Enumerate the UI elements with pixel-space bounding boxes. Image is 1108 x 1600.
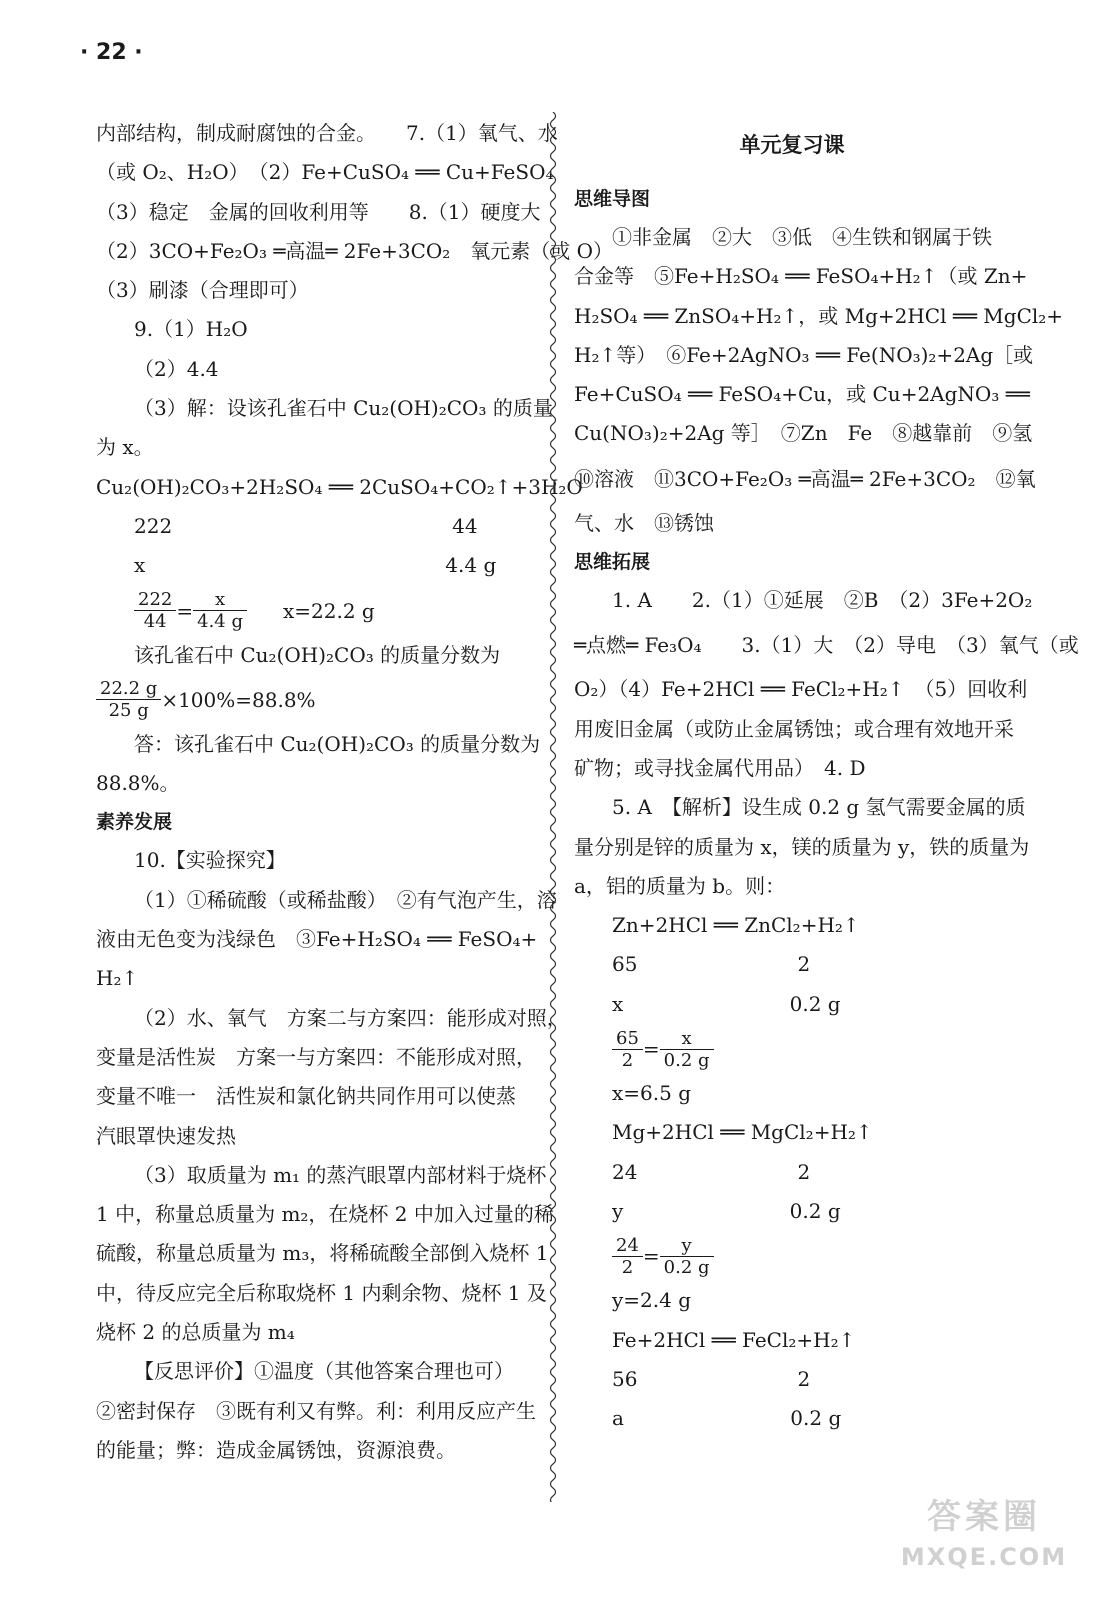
answer-line: 量分别是锌的质量为 x，镁的质量为 y，铁的质量为: [574, 834, 1030, 859]
answer-line: 88.8%。: [96, 771, 180, 796]
fraction: $\frac{65}{2}$: [612, 1028, 643, 1071]
answer-line: 合金等 ⑤Fe+H₂SO₄ ══ FeSO₄+H₂↑（或 Zn+: [574, 264, 1028, 289]
answer-line: 的能量；弊：造成金属锈蚀，资源浪费。: [96, 1437, 456, 1462]
equation-ratio-row: 222 44: [134, 513, 478, 538]
section-heading: 思维拓展: [574, 551, 651, 574]
watermark-logo: 答案圈 MXQE.COM: [900, 1497, 1068, 1571]
answer-line: ②密封保存 ③既有利又有弊。利：利用反应产生: [96, 1398, 536, 1423]
answer-line: 矿物；或寻找金属代用品） 4. D: [574, 755, 866, 780]
equation-ratio-row: a 0.2 g: [612, 1406, 842, 1431]
fraction: $\frac{222}{44}$: [134, 589, 176, 632]
proportion-result: x=22.2 g: [283, 598, 375, 623]
answer-line: ═点燃═ Fe₃O₄ 3.（1）大 （2）导电 （3）氧气（或: [574, 633, 1079, 658]
answer-line: （2）水、氧气 方案二与方案四：能形成对照，: [134, 1005, 567, 1030]
answer-line: 9.（1）H₂O: [134, 317, 248, 342]
column-divider: [546, 112, 560, 1502]
answer-line: （3）稳定 金属的回收利用等 8.（1）硬度大: [96, 199, 541, 224]
proportion-equation: $\frac{222}{44}$ = $\frac{x}{4.4 g}$ x=22.2 g: [96, 586, 528, 636]
answer-line: Cu(NO₃)₂+2Ag 等］ ⑦Zn Fe ⑧越靠前 ⑨氢: [574, 421, 1033, 446]
answer-line: 用废旧金属（或防止金属锈蚀；或合理有效地开采: [574, 716, 1014, 741]
proportion-result: x=6.5 g: [612, 1081, 692, 1106]
fraction: $\frac{y}{0.2 g}$: [660, 1235, 714, 1278]
answer-line: H₂↑: [96, 966, 139, 991]
answer-line: （或 O₂、H₂O） （2）Fe+CuSO₄ ══ Cu+FeSO₄: [96, 160, 554, 185]
answer-line: （3）取质量为 m₁ 的蒸汽眼罩内部材料于烧杯: [134, 1162, 547, 1187]
answer-line: O₂）（4）Fe+2HCl ══ FeCl₂+H₂↑ （5）回收利: [574, 677, 1028, 702]
answer-line: 变量不唯一 活性炭和氯化钠共同作用可以使蒸: [96, 1084, 516, 1109]
answer-line: 中，待反应完全后称取烧杯 1 内剩余物、烧杯 1 及: [96, 1280, 547, 1305]
answer-line: 1. A 2.（1）①延展 ②B （2）3Fe+2O₂: [612, 588, 1033, 613]
answer-line: 硫酸，称量总质量为 m₃，将稀硫酸全部倒入烧杯 1: [96, 1241, 549, 1266]
answer-line: 液由无色变为浅绿色 ③Fe+H₂SO₄ ══ FeSO₄+: [96, 927, 538, 952]
chemical-equation: Fe+2HCl ══ FeCl₂+H₂↑: [612, 1327, 856, 1352]
proportion-result: y=2.4 g: [612, 1288, 692, 1313]
answer-line: （1）①稀硫酸（或稀盐酸） ②有气泡产生，溶: [134, 887, 557, 912]
answer-line: 答：该孔雀石中 Cu₂(OH)₂CO₃ 的质量分数为: [134, 731, 541, 756]
answer-line: 变量是活性炭 方案一与方案四：不能形成对照，: [96, 1044, 536, 1069]
fraction: $\frac{24}{2}$: [612, 1235, 643, 1278]
section-heading: 素养发展: [96, 811, 173, 834]
chemical-equation: Mg+2HCl ══ MgCl₂+H₂↑: [612, 1120, 873, 1145]
answer-line: ⑩溶液 ⑪3CO+Fe₂O₃ ═高温═ 2Fe+3CO₂ ⑫氧: [574, 466, 1036, 491]
answer-line: ①非金属 ②大 ③低 ④生铁和钢属于铁: [612, 225, 992, 249]
unit-title: 单元复习课: [739, 133, 845, 157]
chemical-equation: Zn+2HCl ══ ZnCl₂+H₂↑: [612, 913, 860, 938]
proportion-equation: $\frac{24}{2}$ = $\frac{y}{0.2 g}$: [574, 1231, 1010, 1281]
mass-fraction-equation: $\frac{22.2 g}{25 g}$ ×100%=88.8%: [96, 675, 528, 725]
answer-line: 为 x。: [96, 435, 154, 460]
equation-ratio-row: x 0.2 g: [612, 991, 841, 1016]
section-heading: 思维导图: [574, 188, 651, 210]
answer-line: 5. A 【解析】设生成 0.2 g 氢气需要金属的质: [612, 795, 1026, 820]
equation-ratio-row: y 0.2 g: [612, 1198, 841, 1223]
proportion-equation: $\frac{65}{2}$ = $\frac{x}{0.2 g}$: [574, 1024, 1010, 1074]
answer-line: H₂SO₄ ══ ZnSO₄+H₂↑，或 Mg+2HCl ══ MgCl₂+: [574, 303, 1064, 328]
answer-line: 【反思评价】①温度（其他答案合理也可）: [134, 1359, 514, 1384]
answer-line: 汽眼罩快速发热: [96, 1123, 236, 1148]
answer-line: 1 中，称量总质量为 m₂，在烧杯 2 中加入过量的稀: [96, 1202, 554, 1227]
chemical-equation: Cu₂(OH)₂CO₃+2H₂SO₄ ══ 2CuSO₄+CO₂↑+3H₂O: [96, 474, 583, 499]
answer-line: H₂↑等） ⑥Fe+2AgNO₃ ══ Fe(NO₃)₂+2Ag［或: [574, 342, 1034, 367]
page-number: · 22 ·: [80, 40, 143, 65]
answer-line: 10.【实验探究】: [134, 848, 286, 873]
equation-ratio-row: 65 2: [612, 952, 811, 977]
answer-line: 气、水 ⑬锈蚀: [574, 510, 714, 535]
answer-line: 内部结构，制成耐腐蚀的合金。 7.（1）氧气、水: [96, 121, 558, 145]
answer-line: 烧杯 2 的总质量为 m₄: [96, 1320, 295, 1345]
fraction: $\frac{22.2 g}{25 g}$: [96, 678, 161, 721]
fraction: $\frac{x}{0.2 g}$: [660, 1028, 714, 1071]
answer-line: （2）3CO+Fe₂O₃ ═高温═ 2Fe+3CO₂ 氧元素（或 O）: [96, 238, 614, 263]
fraction: $\frac{x}{4.4 g}$: [193, 589, 247, 632]
right-column: [574, 114, 1079, 1438]
equation-ratio-row: 24 2: [612, 1159, 811, 1184]
equation-ratio-row: x 4.4 g: [134, 553, 497, 578]
answer-line: Fe+CuSO₄ ══ FeSO₄+Cu，或 Cu+2AgNO₃ ══: [574, 382, 1030, 407]
answer-line: （3）刷漆（合理即可）: [96, 278, 309, 303]
answer-line: （3）解：设该孔雀石中 Cu₂(OH)₂CO₃ 的质量: [134, 396, 553, 421]
answer-line: （2）4.4: [134, 356, 219, 381]
answer-line: a，铝的质量为 b。则：: [574, 873, 786, 898]
answer-line: 该孔雀石中 Cu₂(OH)₂CO₃ 的质量分数为: [134, 642, 501, 667]
equation-ratio-row: 56 2: [612, 1366, 811, 1391]
